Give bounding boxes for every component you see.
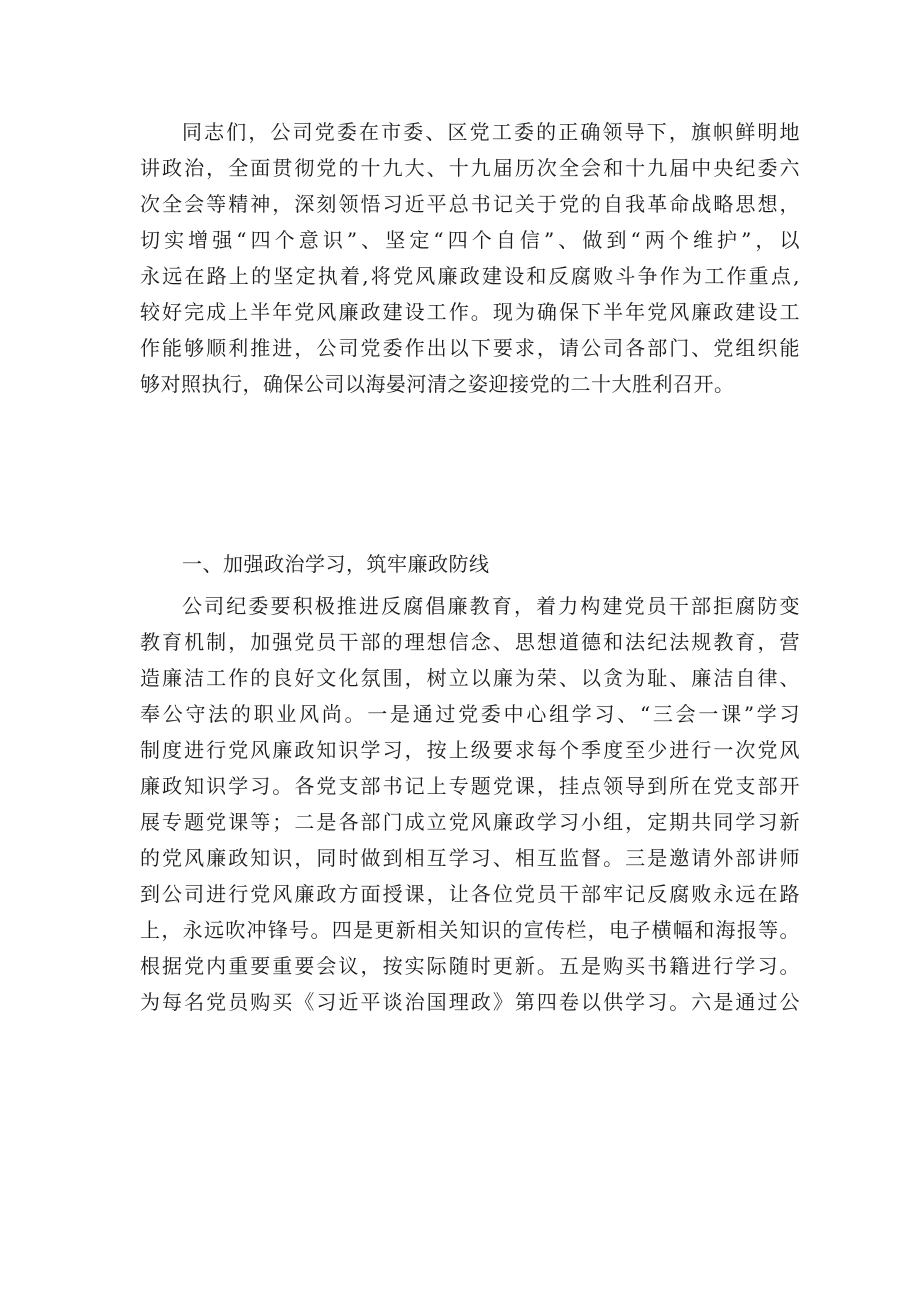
text-line: 次全会等精神，深刻领悟习近平总书记关于党的自我革命战略思想，: [140, 192, 800, 216]
text-line: 造廉洁工作的良好文化氛围，树立以廉为荣、以贪为耻、廉洁自律、: [140, 666, 800, 690]
section-heading: 一、加强政治学习，筑牢廉政防线: [182, 552, 490, 576]
text-line: 为每名党员购买《习近平谈治国理政》第四卷以供学习。六是通过公: [140, 990, 800, 1014]
text-line: 作能够顺利推进，公司党委作出以下要求，请公司各部门、党组织能: [140, 336, 800, 360]
text-line: 教育机制，加强党员干部的理想信念、思想道德和法纪法规教育，营: [140, 630, 800, 654]
text-line: 永远在路上的坚定执着,将党风廉政建设和反腐败斗争作为工作重点,: [140, 264, 800, 288]
text-line: 上，永远吹冲锋号。四是更新相关知识的宣传栏，电子横幅和海报等。: [140, 918, 800, 942]
text-line: 同志们，公司党委在市委、区党工委的正确领导下，旗帜鲜明地: [182, 120, 800, 144]
text-line: 根据党内重要重要会议，按实际随时更新。五是购买书籍进行学习。: [140, 954, 800, 978]
text-line: 展专题党课等；二是各部门成立党风廉政学习小组，定期共同学习新: [140, 810, 800, 834]
text-line: 较好完成上半年党风廉政建设工作。现为确保下半年党风廉政建设工: [140, 300, 800, 324]
intro-paragraph: [140, 114, 800, 402]
text-line: 讲政治，全面贯彻党的十九大、十九届历次全会和十九届中央纪委六: [140, 156, 800, 180]
text-line: 切实增强“四个意识”、坚定“四个自信”、做到“两个维护”，以: [140, 228, 800, 252]
section-paragraph: [140, 588, 800, 1020]
text-line: 到公司进行党风廉政方面授课，让各位党员干部牢记反腐败永远在路: [140, 882, 800, 906]
text-line: 的党风廉政知识，同时做到相互学习、相互监督。三是邀请外部讲师: [140, 846, 800, 870]
text-line: 制度进行党风廉政知识学习，按上级要求每个季度至少进行一次党风: [140, 738, 800, 762]
text-line: 公司纪委要积极推进反腐倡廉教育，着力构建党员干部拒腐防变: [182, 594, 800, 618]
text-line: 奉公守法的职业风尚。一是通过党委中心组学习、“三会一课”学习: [140, 702, 800, 726]
text-line: 够对照执行，确保公司以海晏河清之姿迎接党的二十大胜利召开。: [140, 372, 735, 396]
text-line: 廉政知识学习。各党支部书记上专题党课，挂点领导到所在党支部开: [140, 774, 800, 798]
